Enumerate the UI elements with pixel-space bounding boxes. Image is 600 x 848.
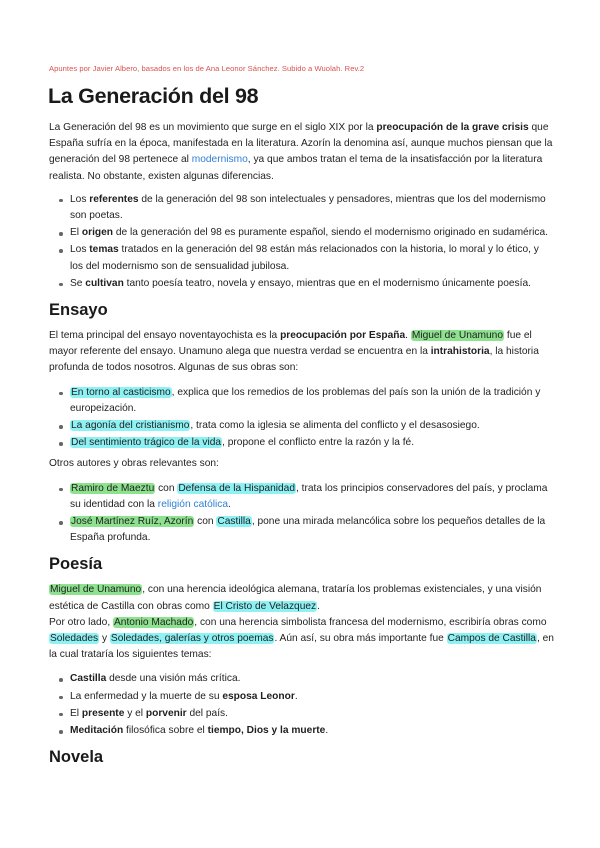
list-item: José Martínez Ruíz, Azorín con Castilla, pone una mirada melancólica sobre los pequeños detalles de la España profunda.	[49, 514, 554, 546]
unamuno-works-list	[49, 385, 554, 452]
differences-list	[49, 192, 554, 292]
intro-bold: preocupación de la grave crisis	[376, 122, 529, 133]
list-item: El origen de la generación del 98 es puramente español, siendo el modernismo originado en sudamérica.	[49, 225, 554, 241]
list-item: En torno al casticismo, explica que los remedios de los problemas del país son la unión de la tradición y europeización.	[49, 385, 554, 417]
highlight-author: Ramiro de Maeztu	[71, 482, 155, 494]
highlight-work: El Cristo de Velazquez	[213, 600, 317, 612]
list-item: El presente y el porvenir del país.	[49, 706, 554, 722]
list-item: La agonía del cristianismo, trata como la iglesia se alimenta del conflicto y el desasosiego.	[49, 418, 554, 434]
document-body	[49, 120, 554, 767]
highlight-unamuno: Miguel de Unamuno	[411, 330, 504, 342]
list-item: Ramiro de Maeztu con Defensa de la Hispanidad, trata los principios conservadores del país, y proclama su identidad con la religión católica.	[49, 481, 554, 513]
list-item: Se cultivan tanto poesía teatro, novela y ensayo, mientras que en el modernismo únicamente poesía.	[49, 276, 554, 292]
highlight-unamuno: Miguel de Unamuno	[50, 584, 142, 596]
section-heading-ensayo: Ensayo	[49, 301, 108, 320]
highlight-work: Soledades	[50, 633, 99, 645]
themes-list	[49, 671, 554, 739]
list-item: Del sentimiento trágico de la vida, propone el conflicto entre la razón y la fé.	[49, 435, 554, 451]
highlight-work: Soledades, galerías y otros poemas	[110, 633, 274, 645]
highlight-work: Campos de Castilla	[447, 633, 536, 645]
highlight-machado: Antonio Machado	[114, 616, 194, 628]
poesia-paragraph-1: Miguel de Unamuno, con una herencia ideológica alemana, trataría los problemas existenciales, y una visión estética de Castilla con obras como El Cristo de Velazquez.	[49, 584, 542, 612]
ensayo-paragraph: El tema principal del ensayo noventayochista es la preocupación por España. Miguel de Unamuno fue el mayor referente del ensayo. Unamuno alega que nuestra verdad se encuentra en la intrahistoria, la historia profunda de todos nosotros. Algunas de sus obras son:	[49, 330, 539, 374]
modernismo-link[interactable]: modernismo	[191, 154, 248, 166]
list-item: Meditación filosófica sobre el tiempo, Dios y la muerte.	[49, 723, 554, 739]
intro-text: , ya que ambos tratan el tema de la insatisfacción por la literatura realista. No obstante, existen algunas diferencias.	[49, 154, 543, 182]
list-item: Los referentes de la generación del 98 son intelectuales y pensadores, mientras que los del modernismo son poetas.	[49, 192, 554, 224]
intro-text: que España sufría en la época, manifestada en la literatura. Azorín la denomina así, aunque muchos piensan que la generación del 98 pertenece al	[49, 122, 553, 166]
highlight-author: José Martínez Ruíz, Azorín	[71, 516, 194, 528]
list-item: Los temas tratados en la generación del 98 están más relacionados con la historia, lo moral y lo ético, y los del modernismo son de sensualidad jubilosa.	[49, 242, 554, 274]
intro-paragraph	[49, 120, 554, 185]
others-intro: Otros autores y obras relevantes son:	[49, 458, 219, 470]
highlight-work: Castilla	[217, 516, 251, 528]
other-authors-list	[49, 481, 554, 547]
highlight-work: Del sentimiento trágico de la vida	[71, 437, 222, 449]
poesia-paragraph-2: Por otro lado, Antonio Machado, con una herencia simbolista francesa del modernismo, escribiría obras como Soledades y Soledades, galerías y otros poemas. Aún así, su obra más importante fue Campos de Castilla, en la cual trataría los siguientes temas:	[49, 616, 554, 661]
list-item: Castilla desde una visión más crítica.	[49, 671, 554, 687]
header-note: Apuntes por Javier Albero, basados en los de Ana Leonor Sánchez. Subido a Wuolah. Rev.2	[49, 64, 365, 73]
religion-link[interactable]: religión católica	[157, 498, 229, 510]
section-heading-novela: Novela	[49, 748, 104, 767]
intro-text: La Generación del 98 es un movimiento que surge en el siglo XIX por la	[49, 122, 377, 133]
highlight-work: En torno al casticismo	[71, 386, 171, 398]
highlight-work: Defensa de la Hispanidad	[178, 482, 295, 494]
page-title: La Generación del 98	[48, 84, 259, 108]
section-heading-poesia: Poesía	[49, 555, 103, 574]
highlight-work: La agonía del cristianismo	[71, 420, 190, 432]
list-item: La enfermedad y la muerte de su esposa Leonor.	[49, 689, 554, 705]
